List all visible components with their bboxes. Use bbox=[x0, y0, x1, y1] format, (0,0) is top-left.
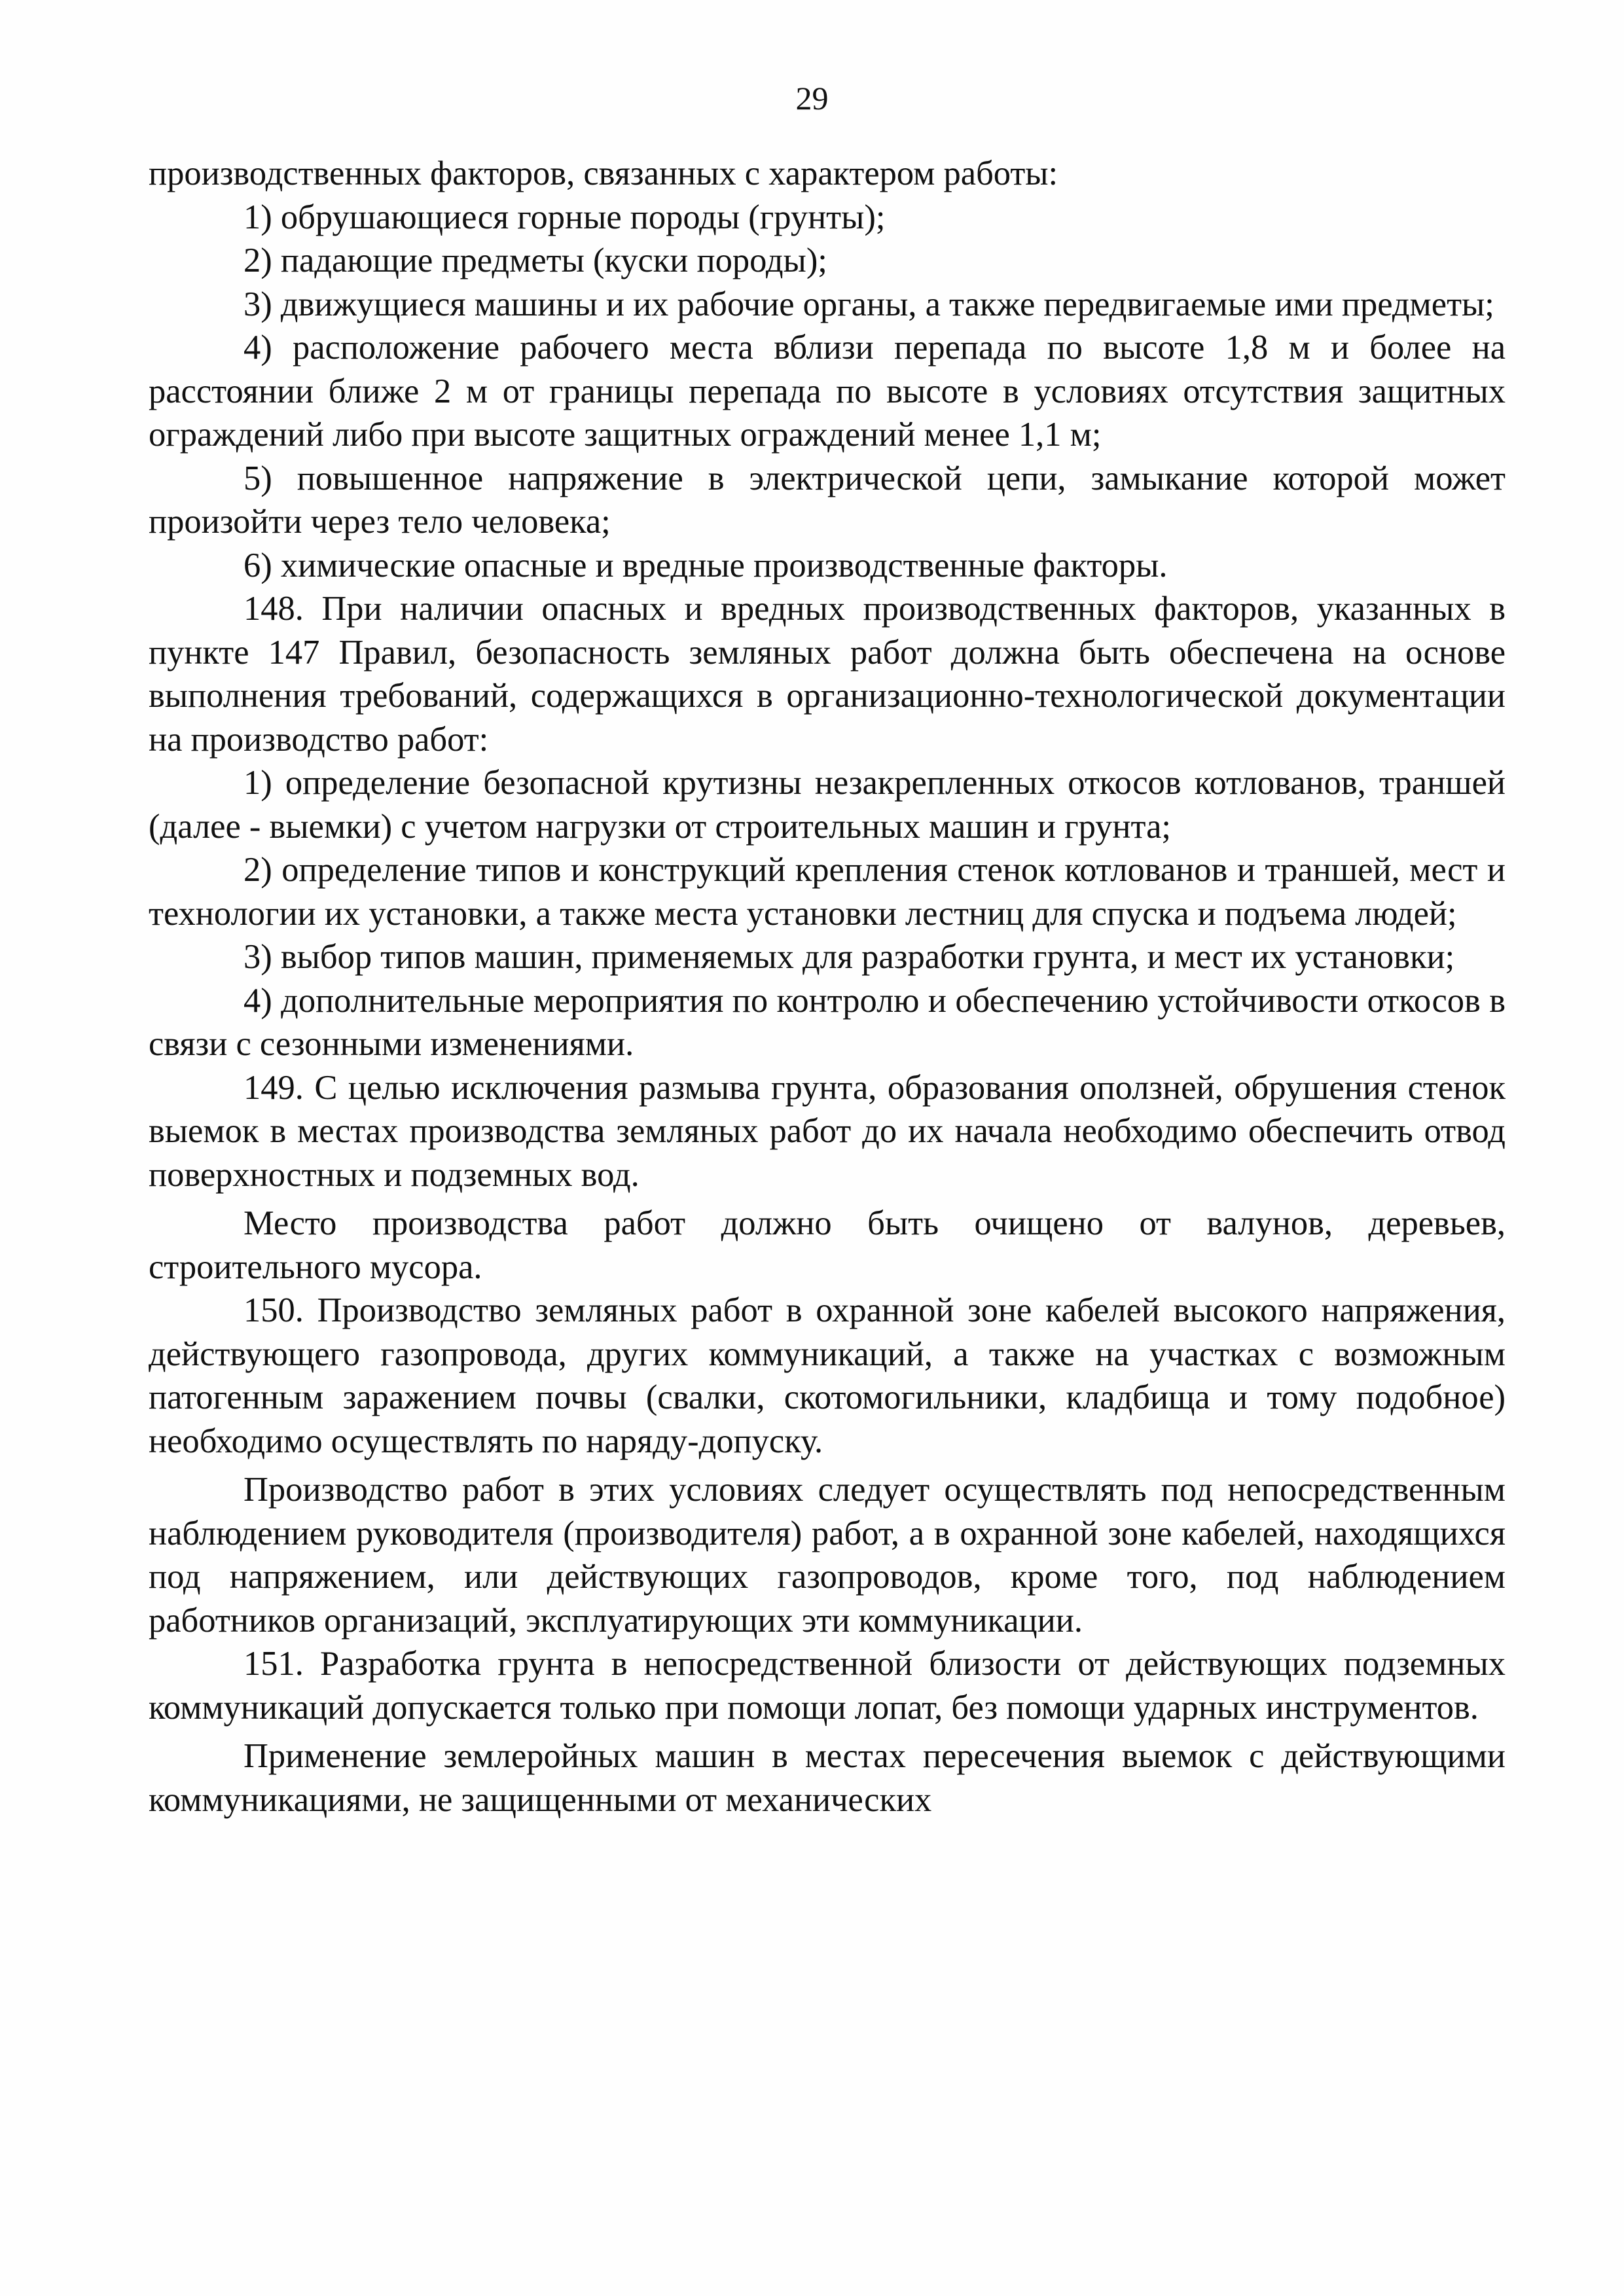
list-item: 5) повышенное напряжение в электрической цепи, замыкание которой может произойти через тело человека; bbox=[149, 459, 1506, 541]
list-item: 1) обрушающиеся горные породы (грунты); bbox=[244, 198, 886, 236]
list-item: 4) дополнительные мероприятия по контролю и обеспечению устойчивости откосов в связи с сезонными изменениями. bbox=[149, 981, 1506, 1063]
clause-151: 151. Разработка грунта в непосредственной близости от действующих подземных коммуникаций допускается только при помощи лопат, без помощи ударных инструментов. bbox=[149, 1645, 1506, 1727]
paragraph: Применение землеройных машин в местах пересечения выемок с действующими коммуникациями, не защищенными от механических bbox=[149, 1737, 1506, 1819]
list-item: 2) падающие предметы (куски породы); bbox=[244, 242, 827, 279]
document-body bbox=[149, 152, 1506, 1821]
paragraph: Производство работ в этих условиях следует осуществлять под непосредственным наблюдением руководителя (производителя) работ, а в охранной зоне кабелей, находящихся под напряжением, или действующих газопроводов, кроме того, под наблюдением работников организаций, эксплуатирующих эти коммуникации. bbox=[149, 1471, 1506, 1640]
page-number: 29 bbox=[795, 80, 829, 117]
list-item: 6) химические опасные и вредные производственные факторы. bbox=[244, 546, 1168, 584]
paragraph-continuation: производственных факторов, связанных с характером работы: bbox=[149, 154, 1058, 192]
list-item: 3) движущиеся машины и их рабочие органы, а также передвигаемые ими предметы; bbox=[244, 285, 1494, 323]
clause-150: 150. Производство земляных работ в охранной зоне кабелей высокого напряжения, действующего газопровода, других коммуникаций, а также на участках с возможным патогенным заражением почвы (свалки, скотомогильники, кладбища и тому подобное) необходимо осуществлять по наряду-допуску. bbox=[149, 1291, 1506, 1460]
list-item: 1) определение безопасной крутизны незакрепленных откосов котлованов, траншей (далее - выемки) с учетом нагрузки от строительных машин и грунта; bbox=[149, 764, 1506, 846]
paragraph: Место производства работ должно быть очищено от валунов, деревьев, строительного мусора. bbox=[149, 1204, 1506, 1286]
list-item: 4) расположение рабочего места вблизи перепада по высоте 1,8 м и более на расстоянии ближе 2 м от границы перепада по высоте в условиях отсутствия защитных ограждений либо при высоте защитных ограждений менее 1,1 м; bbox=[149, 329, 1506, 454]
list-item: 3) выбор типов машин, применяемых для разработки грунта, и мест их установки; bbox=[244, 938, 1455, 976]
clause-148: 148. При наличии опасных и вредных производственных факторов, указанных в пункте 147 Правил, безопасность земляных работ должна быть обеспечена на основе выполнения требований, содержащихся в организационно-технологической документации на производство работ: bbox=[149, 590, 1506, 759]
list-item: 2) определение типов и конструкций крепления стенок котлованов и траншей, мест и технологии их установки, а также места установки лестниц для спуска и подъема людей; bbox=[149, 851, 1506, 933]
clause-149: 149. С целью исключения размыва грунта, образования оползней, обрушения стенок выемок в местах производства земляных работ до их начала необходимо обеспечить отвод поверхностных и подземных вод. bbox=[149, 1068, 1506, 1194]
